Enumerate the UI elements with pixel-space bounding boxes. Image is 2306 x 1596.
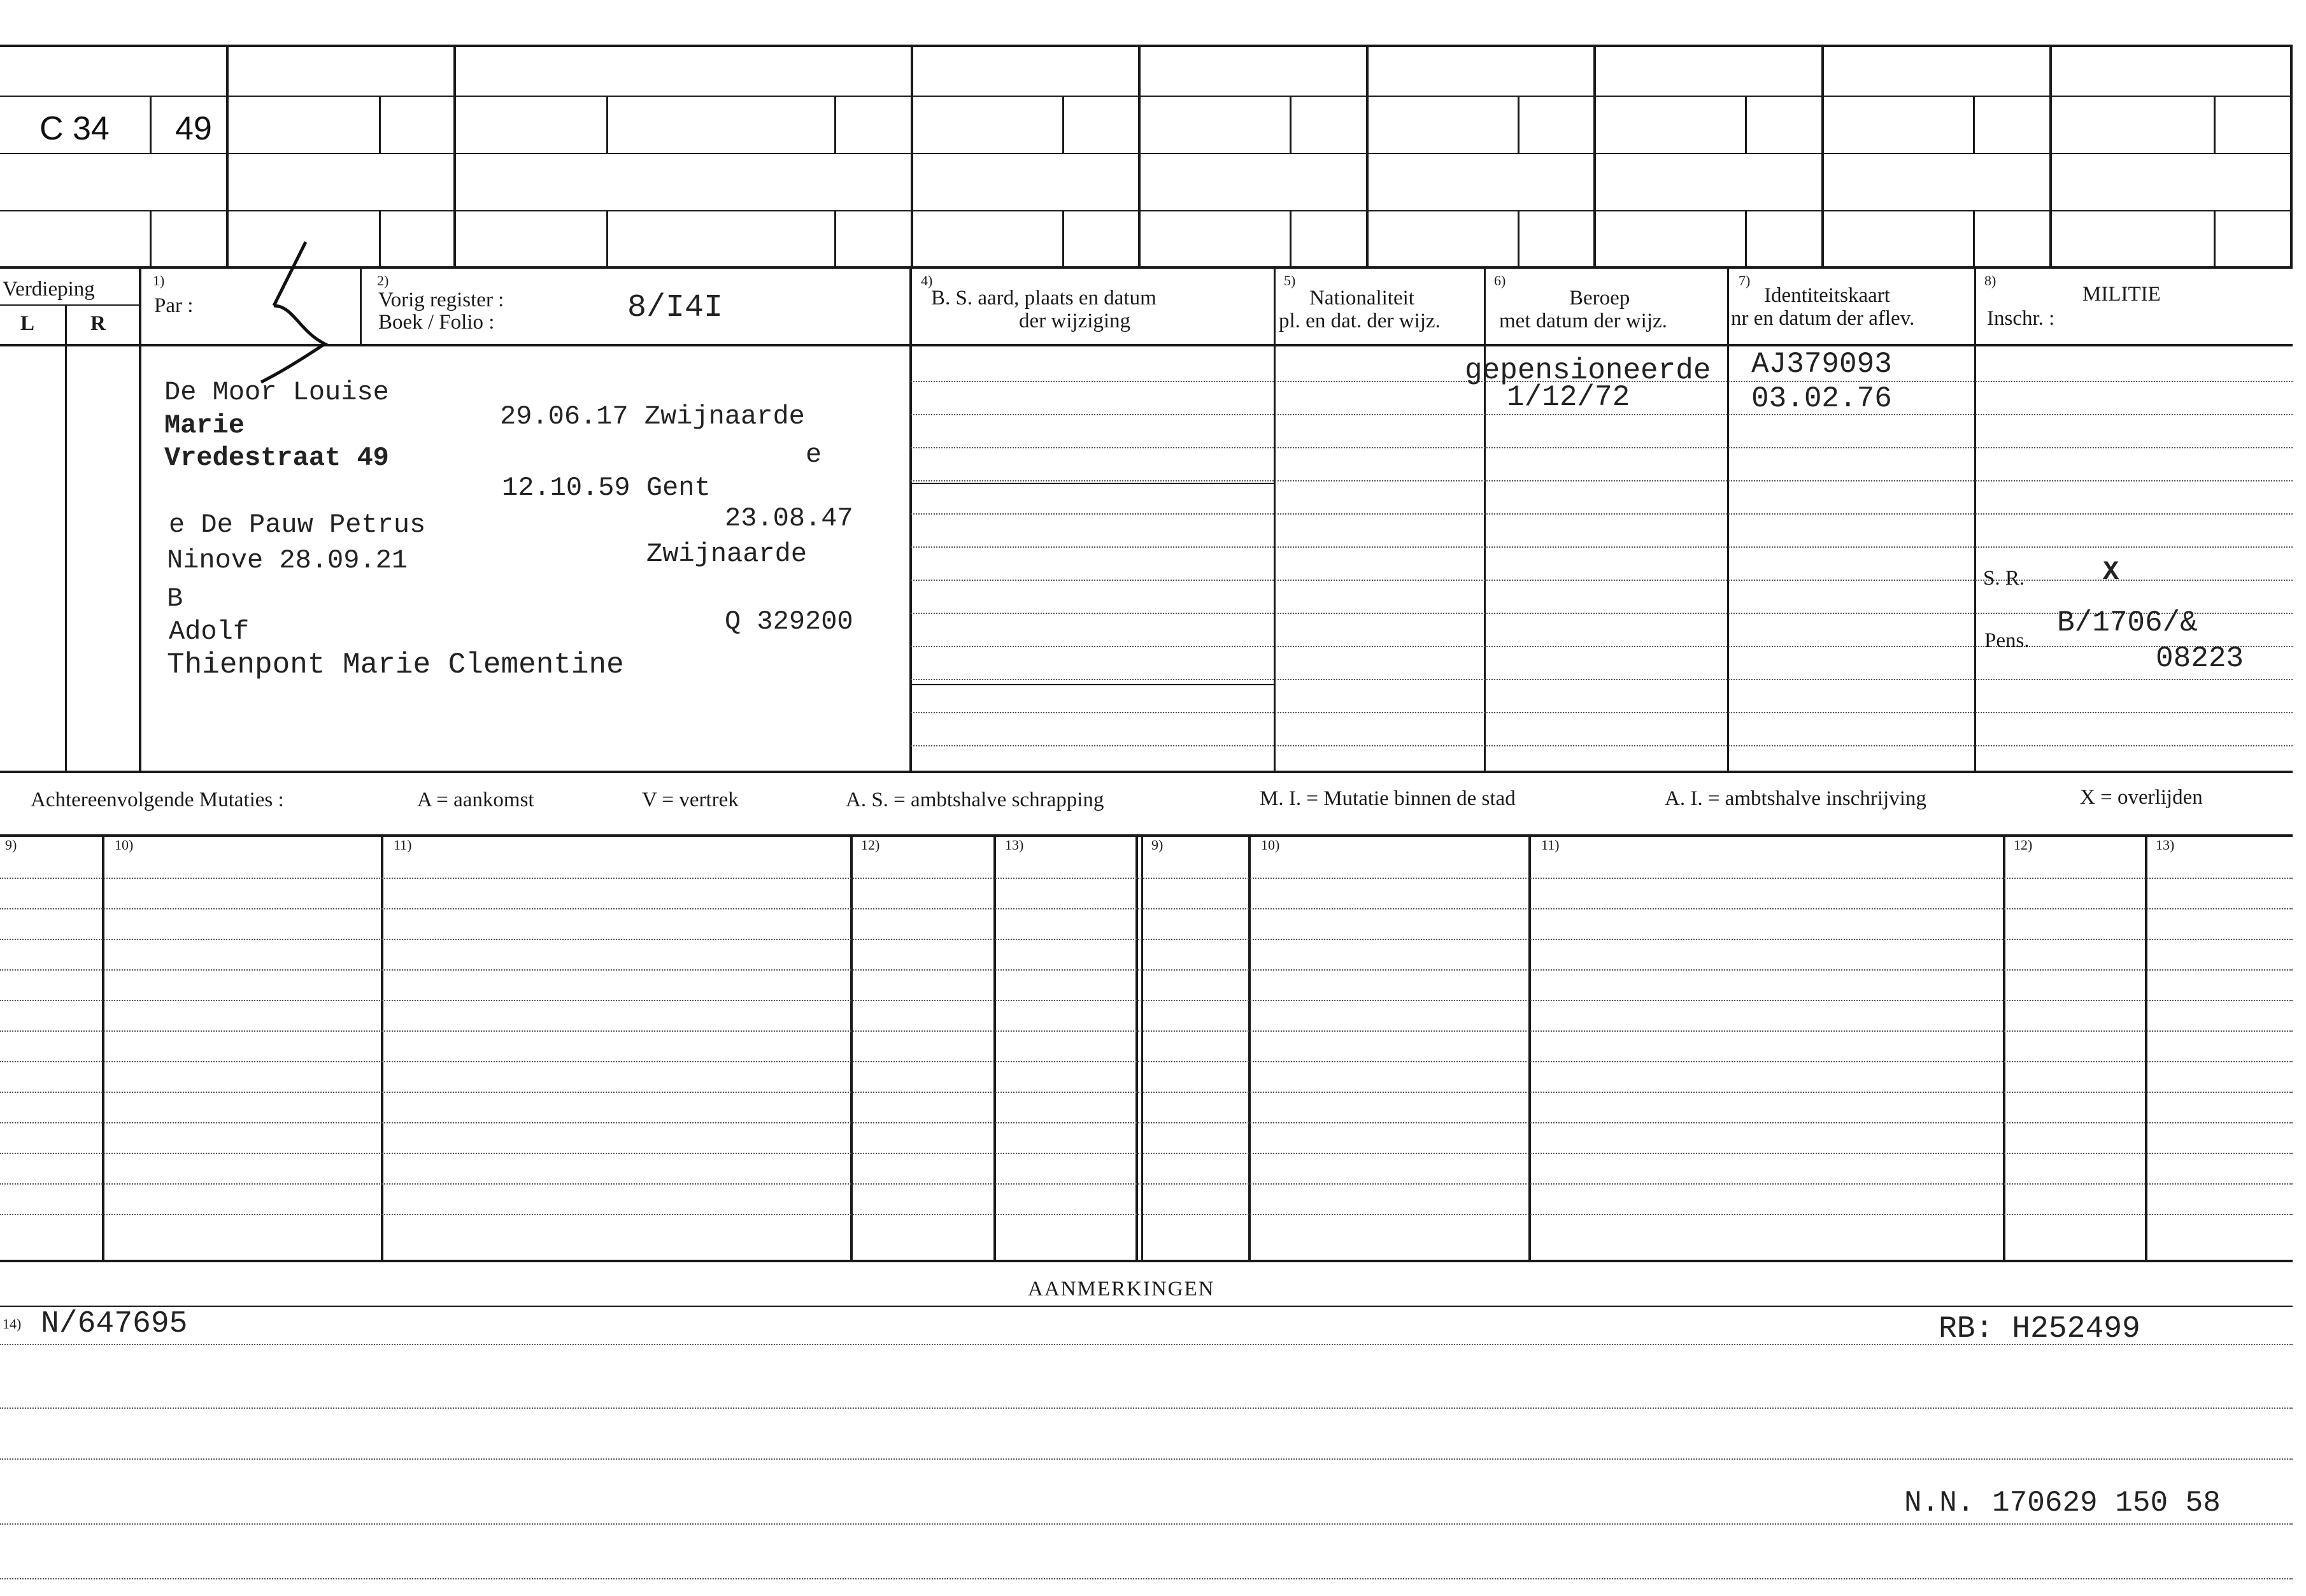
- pens-value-2: 08223: [2156, 642, 2244, 675]
- aanmerkingen-title: AANMERKINGEN: [1028, 1278, 1215, 1300]
- beroep-header-2: met datum der wijz.: [1499, 310, 1667, 332]
- col-12b: 12): [2014, 837, 2033, 853]
- note-5: 5): [1284, 273, 1296, 289]
- mutatie-as: A. S. = ambtshalve schrapping: [846, 788, 1104, 811]
- col-13: 13): [1005, 837, 1024, 853]
- note-8: 8): [1984, 273, 1996, 289]
- e-mark: e: [806, 439, 822, 470]
- mutatie-ai: A. I. = ambtshalve inschrijving: [1665, 787, 1926, 810]
- mutatie-v: V = vertrek: [642, 788, 739, 811]
- bs-header-1: B. S. aard, plaats en datum: [931, 287, 1157, 310]
- col-10b: 10): [1261, 837, 1280, 853]
- rb-number: RB: H252499: [1939, 1312, 2140, 1346]
- identiteit-header-1: Identiteitskaart: [1764, 284, 1890, 307]
- identiteit-number: AJ379093: [1751, 348, 1892, 381]
- note-14: 14): [3, 1316, 22, 1332]
- person-name-2: Marie: [164, 410, 245, 441]
- vorig-register-label: Vorig register :: [378, 289, 504, 311]
- pens-value: B/1706/&: [2057, 606, 2198, 639]
- verdieping-label: Verdieping: [3, 278, 95, 301]
- spouse-date: 23.08.47: [725, 503, 853, 534]
- boek-folio-label: Boek / Folio :: [378, 311, 495, 334]
- b-mark: B: [167, 583, 183, 614]
- note-1: 1): [153, 273, 165, 289]
- col-10: 10): [115, 837, 134, 853]
- l-label: L: [20, 312, 35, 335]
- identiteit-header-2: nr en datum der aflev.: [1731, 307, 1915, 330]
- address: Vredestraat 49: [164, 443, 389, 473]
- beroep-date: 1/12/72: [1507, 381, 1630, 414]
- col-11b: 11): [1541, 837, 1560, 853]
- sr-value: X: [2103, 557, 2119, 587]
- note-6: 6): [1494, 273, 1506, 289]
- signature-mark: [255, 236, 344, 388]
- house-number: 49: [175, 110, 212, 147]
- q-number: Q 329200: [725, 606, 853, 637]
- mutatie-x: X = overlijden: [2080, 786, 2203, 809]
- col-9b: 9): [1151, 837, 1164, 853]
- person-name: De Moor Louise: [164, 377, 389, 408]
- mutatie-mi: M. I. = Mutatie binnen de stad: [1260, 787, 1516, 810]
- identiteit-date: 03.02.76: [1751, 382, 1892, 415]
- col-11: 11): [394, 837, 412, 853]
- vorig-register-value: 8/I4I: [627, 290, 723, 326]
- nn-number: N.N. 170629 150 58: [1904, 1486, 2221, 1520]
- father-name: Adolf: [169, 616, 250, 647]
- pens-label: Pens.: [1984, 629, 2030, 652]
- nationaliteit-header-1: Nationaliteit: [1309, 287, 1414, 310]
- r-label: R: [90, 312, 106, 335]
- col-9: 9): [5, 837, 17, 853]
- sr-label: S. R.: [1983, 567, 2025, 590]
- par-label: Par :: [154, 294, 194, 317]
- mutaties-title: Achtereenvolgende Mutaties :: [31, 788, 284, 811]
- birth-info: 29.06.17 Zwijnaarde: [500, 401, 805, 432]
- inschr-label: Inschr. :: [1987, 307, 2055, 330]
- register-code: C 34: [39, 110, 110, 147]
- mother-name: Thienpont Marie Clementine: [167, 648, 624, 681]
- marriage-info: 12.10.59 Gent: [502, 473, 711, 503]
- n-number: N/647695: [41, 1307, 188, 1341]
- spouse-place: Zwijnaarde: [646, 539, 808, 569]
- beroep-header-1: Beroep: [1569, 287, 1630, 310]
- note-2: 2): [377, 273, 389, 289]
- spouse-name: e De Pauw Petrus: [169, 509, 426, 540]
- note-4: 4): [921, 273, 933, 289]
- beroep-value: gepensioneerde: [1465, 354, 1711, 387]
- col-13b: 13): [2156, 837, 2175, 853]
- spouse-birth: Ninove 28.09.21: [167, 545, 408, 576]
- note-7: 7): [1739, 273, 1751, 289]
- nationaliteit-header-2: pl. en dat. der wijz.: [1279, 310, 1441, 332]
- militie-header: MILITIE: [2082, 283, 2161, 306]
- mutatie-a: A = aankomst: [417, 788, 534, 811]
- col-12: 12): [861, 837, 880, 853]
- bs-header-2: der wijziging: [1019, 310, 1131, 332]
